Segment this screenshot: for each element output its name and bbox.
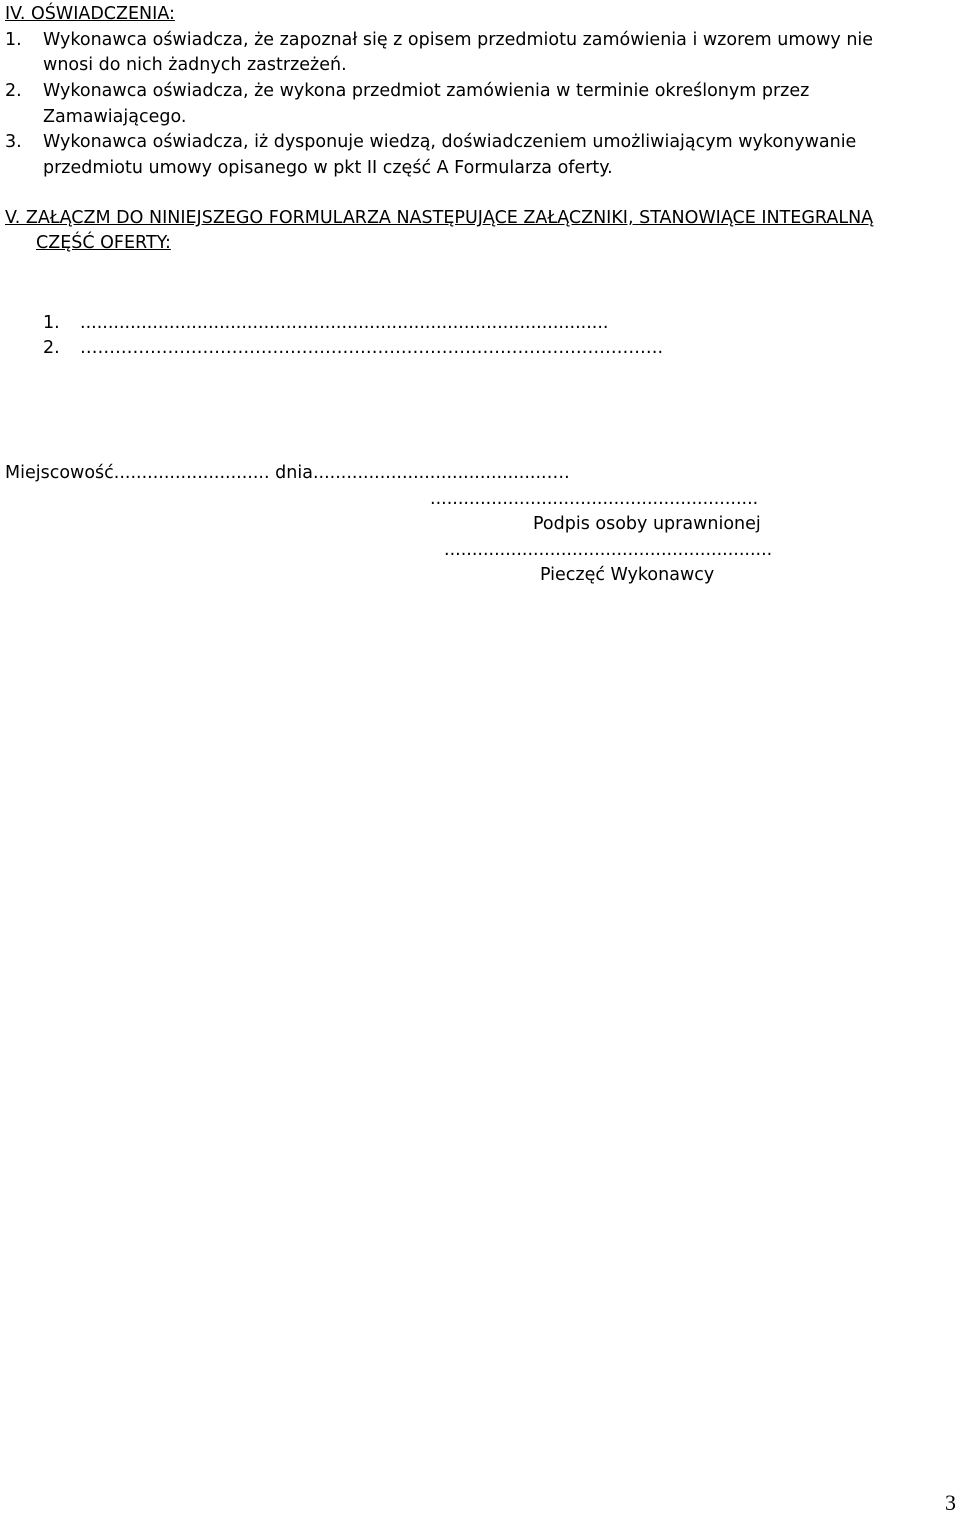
attachment-item-1-value: ...............................................................................................	[80, 313, 609, 333]
statement-item-1-line-2: wnosi do nich żadnych zastrzeżeń.	[43, 55, 347, 75]
attachment-item-2-value: ……………………………………………………………………………………….	[80, 338, 664, 358]
statement-item-3-line-1: Wykonawca oświadcza, iż dysponuje wiedzą, doświadczeniem umożliwiającym wykonywanie	[43, 132, 857, 152]
attachment-item-2-number: 2.	[43, 338, 60, 358]
section-v-heading-line-2: CZĘŚĆ OFERTY:	[36, 233, 171, 253]
statement-item-3-number: 3.	[5, 132, 22, 152]
statement-item-1-number: 1.	[5, 30, 22, 50]
stamp-dotted-line: ...........................................................	[444, 540, 773, 560]
date-label: dnia	[275, 463, 313, 483]
statement-item-2-line-2: Zamawiającego.	[43, 107, 187, 127]
place-value: ............................	[113, 463, 270, 483]
place-date-line	[5, 461, 570, 485]
statement-item-1-line-1: Wykonawca oświadcza, że zapoznał się z opisem przedmiotu zamówienia i wzorem umowy nie	[43, 30, 874, 50]
statement-item-2-number: 2.	[5, 81, 22, 101]
date-value: ..........................................….	[312, 463, 570, 483]
statement-item-3-line-2: przedmiotu umowy opisanego w pkt II część A Formularza oferty.	[43, 158, 613, 178]
signature-dotted-line: ...........................................................	[430, 489, 759, 509]
place-label: Miejscowość	[5, 463, 114, 483]
stamp-caption: Pieczęć Wykonawcy	[540, 565, 715, 585]
section-v-heading-line-1: V. ZAŁĄCZM DO NINIEJSZEGO FORMULARZA NASTĘPUJĄCE ZAŁĄCZNIKI, STANOWIĄCE INTEGRALNĄ	[5, 208, 874, 228]
attachment-item-1-number: 1.	[43, 313, 60, 333]
section-iv-heading: IV. OŚWIADCZENIA:	[5, 4, 175, 24]
signature-caption: Podpis osoby uprawnionej	[533, 514, 761, 534]
page-number: 3	[945, 1490, 956, 1515]
statement-item-2-line-1: Wykonawca oświadcza, że wykona przedmiot zamówienia w terminie określonym przez	[43, 81, 810, 101]
